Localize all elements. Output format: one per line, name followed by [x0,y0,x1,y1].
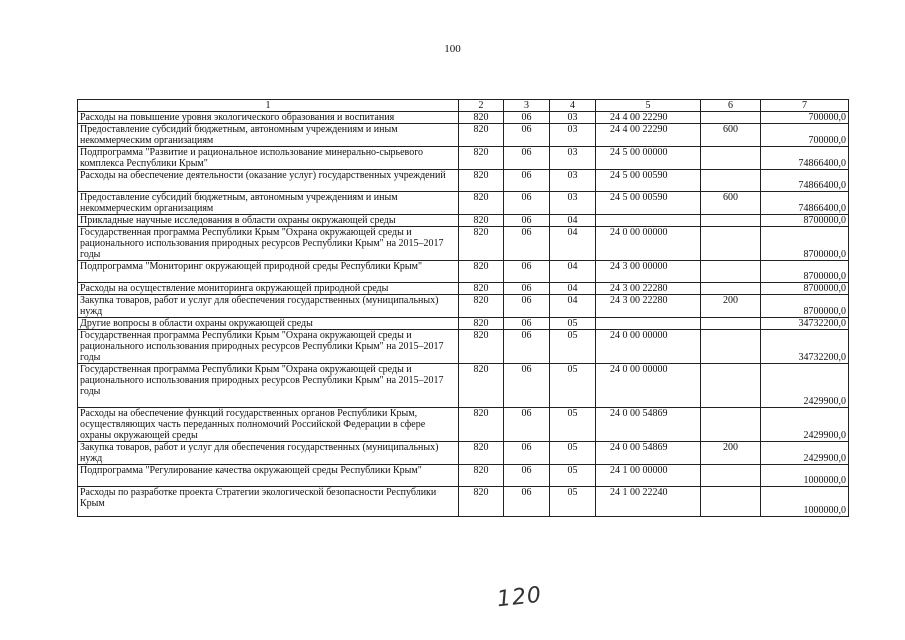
table-row [78,330,849,364]
table-row [78,318,849,330]
row-expense-type [701,408,761,442]
row-subsection: 04 [550,261,596,283]
column-header: 7 [761,100,849,112]
row-subsection: 03 [550,192,596,215]
table-row [78,364,849,408]
row-expense-type: 200 [701,295,761,318]
row-section: 06 [504,283,550,295]
row-name: Предоставление субсидий бюджетным, автономным учреждениям и иным некоммерческим организациям [78,192,459,215]
row-admin-code: 820 [459,318,504,330]
row-target-article: 24 0 00 00000 [596,364,701,408]
column-header: 6 [701,100,761,112]
table-row [78,147,849,170]
row-admin-code: 820 [459,227,504,261]
row-admin-code: 820 [459,170,504,192]
row-name: Подпрограмма "Развитие и рациональное использование минерально-сырьевого комплекса Республики Крым" [78,147,459,170]
row-name: Расходы на повышение уровня экологического образования и воспитания [78,112,459,124]
row-amount: 34732200,0 [761,330,849,364]
row-target-article: 24 5 00 00590 [596,192,701,215]
header-row [78,100,849,112]
row-section: 06 [504,487,550,517]
row-section: 06 [504,227,550,261]
table-row [78,442,849,465]
table-row [78,283,849,295]
row-amount: 34732200,0 [761,318,849,330]
row-section: 06 [504,330,550,364]
row-amount: 8700000,0 [761,295,849,318]
row-subsection: 05 [550,487,596,517]
row-expense-type [701,330,761,364]
row-name: Расходы на осуществление мониторинга окружающей природной среды [78,283,459,295]
row-target-article: 24 1 00 22240 [596,487,701,517]
row-amount: 8700000,0 [761,283,849,295]
row-subsection: 04 [550,295,596,318]
row-section: 06 [504,147,550,170]
row-amount: 8700000,0 [761,261,849,283]
row-amount: 2429900,0 [761,442,849,465]
table-row [78,487,849,517]
row-subsection: 05 [550,330,596,364]
row-target-article: 24 3 00 22280 [596,295,701,318]
row-admin-code: 820 [459,283,504,295]
row-subsection: 04 [550,283,596,295]
column-header: 4 [550,100,596,112]
row-admin-code: 820 [459,261,504,283]
table-row [78,215,849,227]
row-target-article: 24 0 00 54869 [596,442,701,465]
row-expense-type [701,283,761,295]
row-name: Предоставление субсидий бюджетным, автономным учреждениям и иным некоммерческим организациям [78,124,459,147]
row-target-article: 24 4 00 22290 [596,112,701,124]
row-admin-code: 820 [459,364,504,408]
row-section: 06 [504,112,550,124]
row-expense-type [701,487,761,517]
row-subsection: 05 [550,318,596,330]
row-admin-code: 820 [459,330,504,364]
row-amount: 1000000,0 [761,465,849,487]
column-header: 5 [596,100,701,112]
table-row [78,170,849,192]
row-subsection: 03 [550,147,596,170]
row-amount: 1000000,0 [761,487,849,517]
table-row [78,408,849,442]
row-expense-type [701,261,761,283]
table-row [78,465,849,487]
row-subsection: 05 [550,408,596,442]
row-name: Прикладные научные исследования в области охраны окружающей среды [78,215,459,227]
table-body [78,100,849,517]
row-subsection: 04 [550,215,596,227]
handwritten-page-number: 120 [495,582,544,613]
row-target-article: 24 3 00 00000 [596,261,701,283]
table-row [78,124,849,147]
row-amount: 2429900,0 [761,364,849,408]
row-name: Подпрограмма "Мониторинг окружающей природной среды Республики Крым" [78,261,459,283]
row-expense-type [701,465,761,487]
table-row [78,112,849,124]
row-section: 06 [504,442,550,465]
row-target-article: 24 1 00 00000 [596,465,701,487]
row-expense-type [701,112,761,124]
row-expense-type [701,318,761,330]
row-target-article: 24 5 00 00590 [596,170,701,192]
row-name: Закупка товаров, работ и услуг для обеспечения государственных (муниципальных) нужд [78,442,459,465]
row-expense-type [701,227,761,261]
row-admin-code: 820 [459,215,504,227]
row-target-article: 24 0 00 00000 [596,330,701,364]
row-admin-code: 820 [459,465,504,487]
row-name: Расходы по разработке проекта Стратегии экологической безопасности Республики Крым [78,487,459,517]
row-amount: 74866400,0 [761,147,849,170]
table-row [78,192,849,215]
row-admin-code: 820 [459,487,504,517]
row-section: 06 [504,465,550,487]
row-admin-code: 820 [459,295,504,318]
row-name: Расходы на обеспечение функций государственных органов Республики Крым, осуществляющих часть переданных полномочий Российской Федерации в сфере охраны окружающей среды [78,408,459,442]
row-subsection: 04 [550,227,596,261]
row-amount: 2429900,0 [761,408,849,442]
row-subsection: 03 [550,124,596,147]
column-header: 3 [504,100,550,112]
row-amount: 8700000,0 [761,215,849,227]
row-admin-code: 820 [459,112,504,124]
row-amount: 74866400,0 [761,170,849,192]
budget-table [77,99,849,517]
row-subsection: 05 [550,465,596,487]
row-expense-type [701,147,761,170]
table-row [78,295,849,318]
row-section: 06 [504,124,550,147]
table-row [78,261,849,283]
row-target-article: 24 5 00 00000 [596,147,701,170]
row-section: 06 [504,318,550,330]
column-header: 2 [459,100,504,112]
page-number: 100 [444,43,461,55]
row-name: Закупка товаров, работ и услуг для обеспечения государственных (муниципальных) нужд [78,295,459,318]
row-subsection: 05 [550,364,596,408]
row-amount: 700000,0 [761,112,849,124]
row-admin-code: 820 [459,192,504,215]
row-admin-code: 820 [459,408,504,442]
row-name: Расходы на обеспечение деятельности (оказание услуг) государственных учреждений [78,170,459,192]
row-target-article [596,215,701,227]
row-target-article: 24 0 00 00000 [596,227,701,261]
row-admin-code: 820 [459,147,504,170]
row-section: 06 [504,192,550,215]
row-target-article: 24 3 00 22280 [596,283,701,295]
row-expense-type: 200 [701,442,761,465]
row-amount: 74866400,0 [761,192,849,215]
row-target-article: 24 4 00 22290 [596,124,701,147]
row-section: 06 [504,364,550,408]
column-header: 1 [78,100,459,112]
row-amount: 700000,0 [761,124,849,147]
row-expense-type [701,170,761,192]
row-expense-type [701,364,761,408]
row-subsection: 05 [550,442,596,465]
row-name: Государственная программа Республики Крым "Охрана окружающей среды и рационального использования природных ресурсов Республики Крым" на 2015–2017 годы [78,364,459,408]
row-expense-type [701,215,761,227]
row-name: Другие вопросы в области охраны окружающей среды [78,318,459,330]
row-amount: 8700000,0 [761,227,849,261]
row-admin-code: 820 [459,124,504,147]
row-subsection: 03 [550,112,596,124]
row-name: Подпрограмма "Регулирование качества окружающей среды Республики Крым" [78,465,459,487]
row-name: Государственная программа Республики Крым "Охрана окружающей среды и рационального использования природных ресурсов Республики Крым" на 2015–2017 годы [78,330,459,364]
row-name: Государственная программа Республики Крым "Охрана окружающей среды и рационального использования природных ресурсов Республики Крым" на 2015–2017 годы [78,227,459,261]
row-target-article: 24 0 00 54869 [596,408,701,442]
row-admin-code: 820 [459,442,504,465]
row-section: 06 [504,408,550,442]
row-expense-type: 600 [701,124,761,147]
row-target-article [596,318,701,330]
table-row [78,227,849,261]
row-section: 06 [504,261,550,283]
row-section: 06 [504,295,550,318]
row-section: 06 [504,215,550,227]
row-subsection: 03 [550,170,596,192]
row-section: 06 [504,170,550,192]
row-expense-type: 600 [701,192,761,215]
